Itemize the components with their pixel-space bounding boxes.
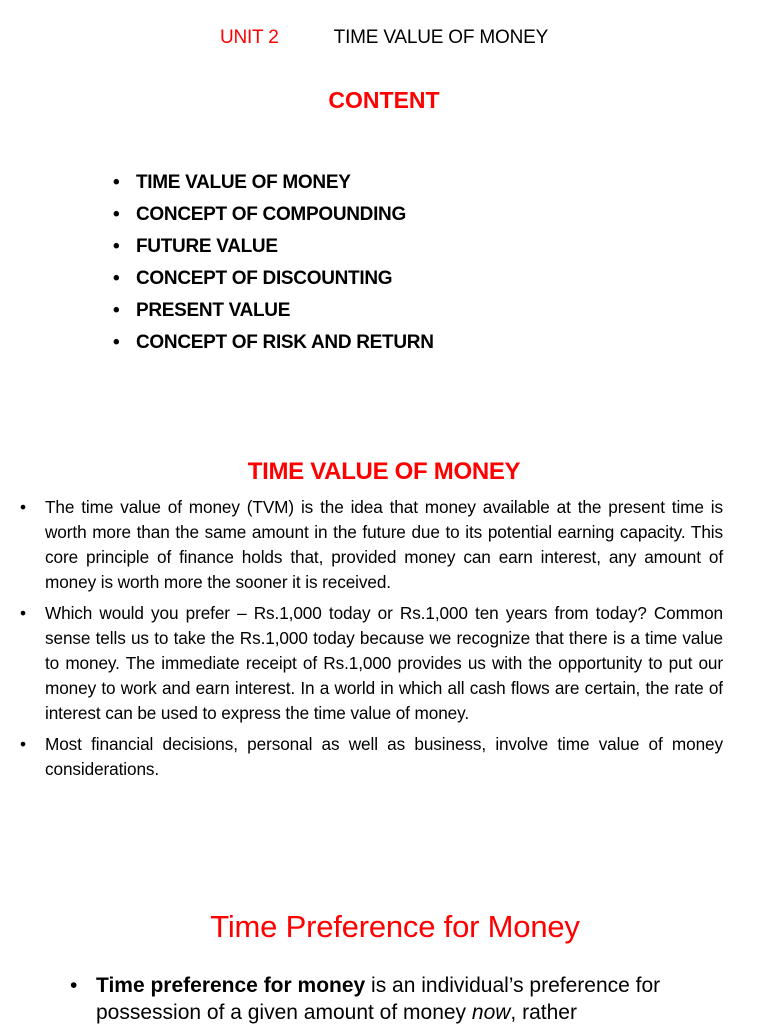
bullet-icon: • <box>20 497 26 517</box>
topic-item <box>113 295 434 327</box>
tvm-heading: TIME VALUE OF MONEY <box>247 458 521 485</box>
unit-name: TIME VALUE OF MONEY <box>333 27 549 48</box>
bullet-icon: • <box>113 172 120 193</box>
time-preference-list <box>70 972 750 1026</box>
bullet-icon: • <box>113 204 120 225</box>
topic-item <box>113 263 434 295</box>
bullet-icon: • <box>113 300 120 321</box>
topic-label: CONCEPT OF COMPOUNDING <box>136 204 406 225</box>
unit-title <box>0 27 768 49</box>
topic-label: TIME VALUE OF MONEY <box>136 172 351 193</box>
tvm-paragraph-text: The time value of money (TVM) is the idea that money available at the present time is worth more than the same amount in the future due to its potential earning capacity. This core principle of finance holds that, provided money can earn interest, any amount of money is worth more the sooner it is received. <box>45 497 723 592</box>
content-topic-list <box>113 167 434 359</box>
bullet-icon: • <box>113 332 120 353</box>
bullet-icon: • <box>113 236 120 257</box>
unit-label: UNIT 2 <box>219 27 279 48</box>
tvm-paragraph <box>20 732 723 782</box>
topic-label: PRESENT VALUE <box>136 300 291 321</box>
time-preference-paragraph <box>70 972 750 1026</box>
tvm-paragraph-text: Which would you prefer – Rs.1,000 today or Rs.1,000 ten years from today? Common sense tells us to take the Rs.1,000 today because we recognize that there is a time value to money. The immediate receipt of Rs.1,000 provides us with the opportunity to put our money to work and earn interest. In a world in which all cash flows are certain, the rate of interest can be used to express the time value of money. <box>45 603 723 723</box>
bullet-icon: • <box>70 974 78 997</box>
topic-item <box>113 199 434 231</box>
topic-item <box>113 231 434 263</box>
tvm-paragraph <box>20 495 723 595</box>
content-heading: CONTENT <box>328 87 440 113</box>
topic-item <box>113 327 434 359</box>
topic-label: CONCEPT OF RISK AND RETURN <box>136 332 434 353</box>
tvm-paragraph <box>20 601 723 726</box>
time-preference-term: Time preference for money <box>96 974 366 997</box>
bullet-icon: • <box>20 603 26 623</box>
time-preference-text-end: , rather <box>510 1001 577 1024</box>
tvm-paragraph-list <box>20 495 723 788</box>
bullet-icon: • <box>113 268 120 289</box>
topic-label: FUTURE VALUE <box>136 236 278 257</box>
tvm-paragraph-text: Most financial decisions, personal as well as business, involve time value of money considerations. <box>45 734 723 779</box>
topic-item <box>113 167 434 199</box>
topic-label: CONCEPT OF DISCOUNTING <box>136 268 393 289</box>
time-preference-emphasis: now <box>471 1001 511 1024</box>
bullet-icon: • <box>20 734 26 754</box>
time-preference-heading: Time Preference for Money <box>210 909 580 944</box>
time-preference-text: is an individual’s preference for possession of a given amount of money <box>96 974 661 1024</box>
